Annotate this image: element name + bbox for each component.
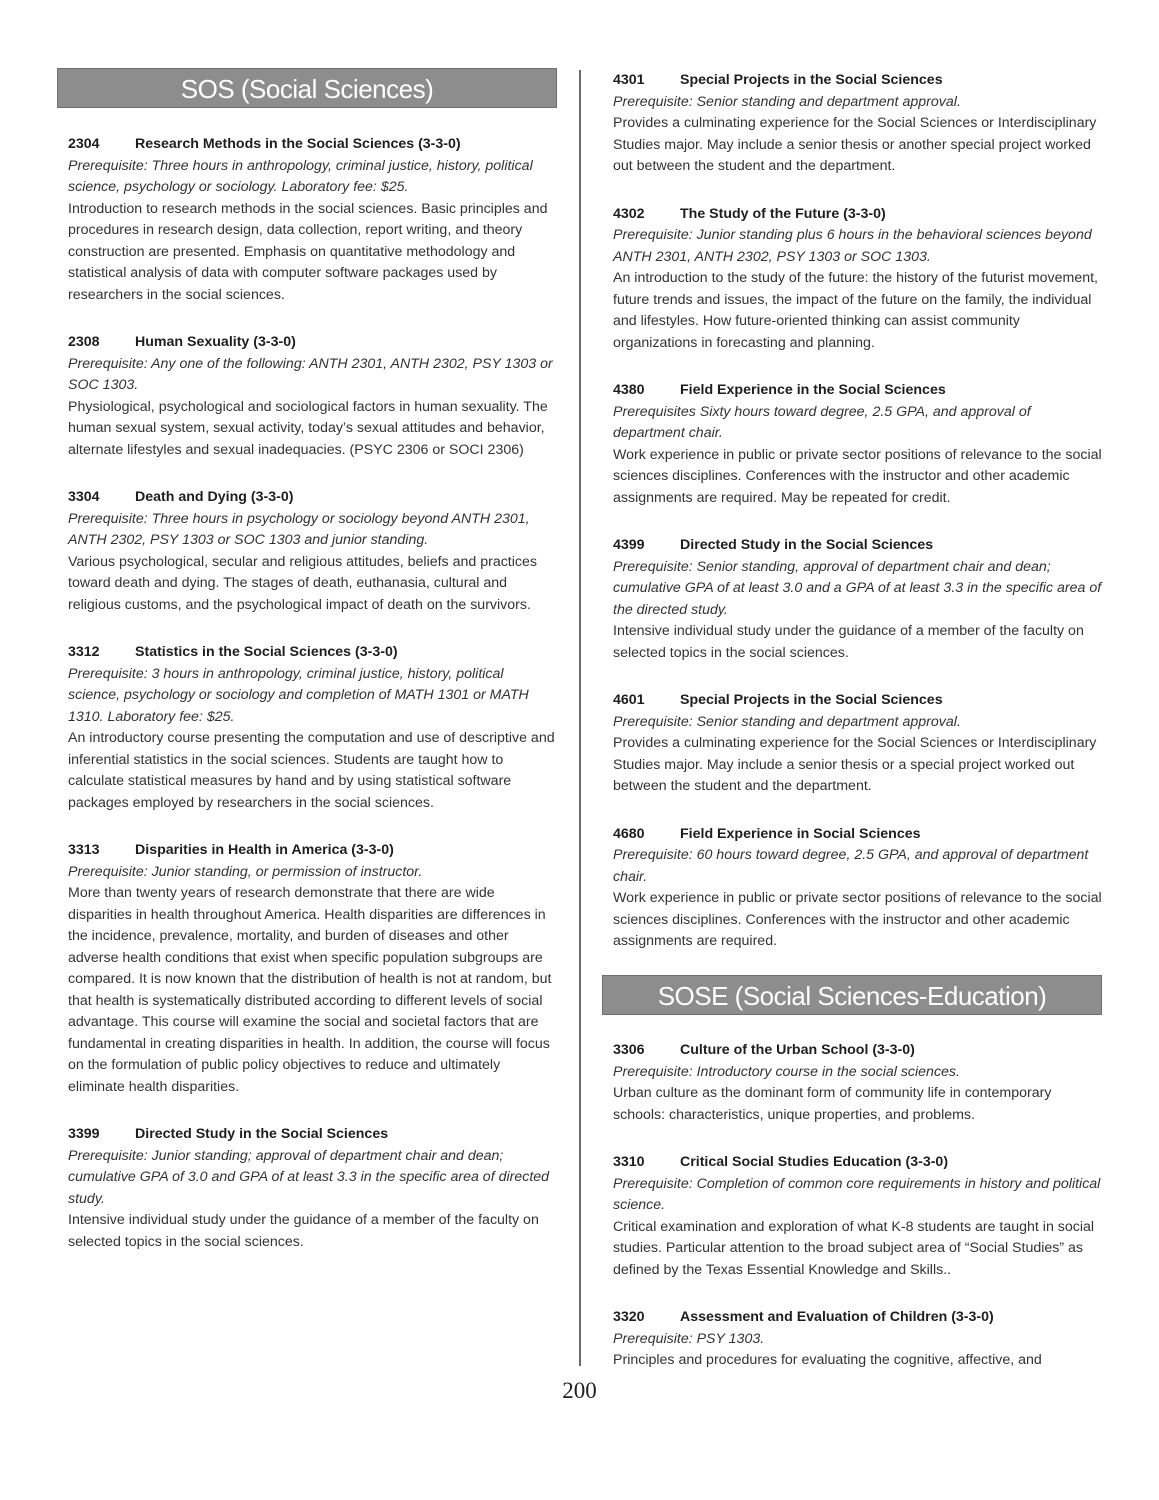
course-heading [613,70,1103,92]
course-description: Intensive individual study under the guidance of a member of the faculty on selected topics in the social sciences. [613,623,1084,661]
course-description: Provides a culminating experience for the Social Sciences or Interdisciplinary Studies major. May include a senior thesis or another special project worked out between the student and the department. [613,115,1097,174]
course-number: 3304 [68,489,100,505]
course-prerequisite: Prerequisite: Junior standing plus 6 hours in the behavioral sciences beyond ANTH 2301, ANTH 2302, PSY 1303 or SOC 1303. [613,227,1092,265]
course-entry [613,204,1103,355]
course-description: Urban culture as the dominant form of community life in contemporary schools: characteristics, unique properties, and problems. [613,1085,1052,1123]
course-entry [68,840,558,1098]
course-heading [613,535,1103,557]
course-description: Critical examination and exploration of what K-8 students are taught in social studies. Particular attention to the broad subject area of “Social Studies” as defined by the Texas Essential Knowledge and Skills.. [613,1218,1095,1278]
course-title: Directed Study in the Social Sciences [135,1126,389,1142]
course-number: 4601 [613,692,645,708]
course-description: Physiological, psychological and sociological factors in human sexuality. The human sexual system, sexual activity, today’s sexual attitudes and behavior, alternate lifestyles and sexual inadequacies. (PSYC 2306 or SOCI 2306) [68,398,548,458]
course-number: 4399 [613,537,645,553]
course-number: 2304 [68,136,100,152]
course-number: 3310 [613,1154,645,1170]
course-title: Death and Dying (3-3-0) [135,489,294,505]
course-prerequisite: Prerequisite: Introductory course in the social sciences. [613,1063,960,1080]
course-prerequisite: Prerequisites Sixty hours toward degree, 2.5 GPA, and approval of department chair. [613,403,1031,441]
course-prerequisite: Prerequisite: Completion of common core requirements in history and political science. [613,1175,1101,1213]
course-heading [68,1124,558,1146]
course-title: Disparities in Health in America (3-3-0) [135,842,394,858]
course-list-sose [613,1040,1103,1398]
course-heading [613,380,1103,402]
course-number: 2308 [68,334,100,350]
course-entry [68,487,558,616]
course-description: More than twenty years of research demonstrate that there are wide disparities in health throughout America. Health disparities are differences in the incidence, prevalence, mortality, and burden of diseases and other adverse health conditions that exist when specific population subgroups are compared. It is now known that the distribution of health is not at random, but that health is systematically distributed according to different levels of social advantage. This course will examine the social and societal factors that are fundamental in creating disparities in health. In addition, the course will focus on the formulation of public policy objectives to reduce and ultimately eliminate health disparities. [68,885,552,1095]
course-prerequisite: Prerequisite: Any one of the following: ANTH 2301, ANTH 2302, PSY 1303 or SOC 1303. [68,355,553,393]
course-number: 3313 [68,842,100,858]
course-title: Field Experience in the Social Sciences [680,382,946,398]
course-number: 3312 [68,644,100,660]
course-title: Human Sexuality (3-3-0) [135,334,296,350]
course-heading [613,1307,1103,1329]
course-entry [68,1124,558,1253]
course-title: Assessment and Evaluation of Children (3-3-0) [680,1309,994,1325]
course-number: 3399 [68,1126,100,1142]
course-prerequisite: Prerequisite: Senior standing and department approval. [613,713,961,730]
course-heading [613,1152,1103,1174]
course-description: Intensive individual study under the guidance of a member of the faculty on selected topics in the social sciences. [68,1212,539,1250]
course-number: 4301 [613,72,645,88]
course-prerequisite: Prerequisite: Junior standing; approval of department chair and dean; cumulative GPA of 3.0 and GPA of at least 3.3 in the specific area of directed study. [68,1147,550,1207]
course-title: Culture of the Urban School (3-3-0) [680,1042,915,1058]
course-number: 4302 [613,205,645,222]
course-entry [613,70,1103,178]
course-prerequisite: Prerequisite: Three hours in anthropology, criminal justice, history, political science, psychology or sociology. Laboratory fee: $25. [68,157,533,195]
course-title: Field Experience in Social Sciences [680,825,921,842]
course-description: Work experience in public or private sector positions of relevance to the social sciences disciplines. Conferences with the instructor and other academic assignments are required. May be repeated for credit. [613,446,1102,506]
section-header-sose: SOSE (Social Sciences-Education) [602,975,1102,1015]
course-prerequisite: Prerequisite: Senior standing, approval of department chair and dean; cumulative GPA of at least 3.0 and a GPA of at least 3.3 in the specific area of the directed study. [613,558,1102,618]
course-prerequisite: Prerequisite: 3 hours in anthropology, criminal justice, history, political science, psychology or sociology and completion of MATH 1301 or MATH 1310. Laboratory fee: $25. [68,665,529,725]
course-list-sos [68,134,558,1279]
course-entry [68,642,558,814]
course-number: 3306 [613,1042,645,1058]
course-number: 4680 [613,825,645,842]
course-heading [613,690,1103,712]
page-number: 200 [562,1378,597,1403]
course-heading [68,487,558,509]
course-title: Directed Study in the Social Sciences [680,537,934,553]
course-prerequisite: Prerequisite: Three hours in psychology or sociology beyond ANTH 2301, ANTH 2302, PSY 1303 or SOC 1303 and junior standing. [68,510,530,548]
course-description: Work experience in public or private sector positions of relevance to the social sciences disciplines. Conferences with the instructor and other academic assignments are required. [613,890,1102,949]
course-title: Special Projects in the Social Sciences [680,72,943,88]
course-entry [68,134,558,306]
course-entry [613,1040,1103,1126]
course-prerequisite: Prerequisite: 60 hours toward degree, 2.5 GPA, and approval of department chair. [613,847,1089,885]
course-heading [613,204,1103,226]
course-description: Various psychological, secular and religious attitudes, beliefs and practices toward death and dying. The stages of death, euthanasia, cultural and religious customs, and the psychological impact of death on the survivors. [68,553,537,613]
course-title: Research Methods in the Social Sciences (3-3-0) [135,136,461,152]
course-description: An introductory course presenting the computation and use of descriptive and inferential statistics in the social sciences. Students are taught how to calculate statistical measures by hand and by using statistical software packages employed by researchers in the social sciences. [68,730,555,811]
course-entry [613,380,1103,509]
section-header-sos: SOS (Social Sciences) [57,68,557,108]
course-title: Statistics in the Social Sciences (3-3-0) [135,644,398,660]
course-prerequisite: Prerequisite: Junior standing, or permission of instructor. [68,863,423,880]
course-entry [613,824,1103,953]
course-prerequisite: Prerequisite: PSY 1303. [613,1330,765,1347]
course-description: Provides a culminating experience for the Social Sciences or Interdisciplinary Studies major. May include a senior thesis or a special project worked out between the student and the department. [613,735,1097,794]
course-heading [68,134,558,156]
course-description: Principles and procedures for evaluating the cognitive, affective, and [613,1352,1042,1368]
course-entry [613,690,1103,798]
course-heading [68,332,558,354]
course-heading [68,642,558,664]
course-description: An introduction to the study of the future: the history of the futurist movement, future trends and issues, the impact of the future on the family, the individual and lifestyles. How future-oriented thinking can assist community organizations in forecasting and planning. [613,270,1099,351]
course-entry [613,535,1103,664]
column-divider [579,70,581,1366]
course-list-sos-continued [613,70,1103,979]
course-number: 4380 [613,382,645,398]
course-number: 3320 [613,1309,645,1325]
course-prerequisite: Prerequisite: Senior standing and department approval. [613,93,961,110]
course-entry [68,332,558,461]
course-heading [68,840,558,862]
course-description: Introduction to research methods in the social sciences. Basic principles and procedures in research design, data collection, report writing, and theory construction are presented. Emphasis on quantitative methodology and statistical analysis of data with computer software packages used by researchers in the social sciences. [68,200,548,303]
course-entry [613,1152,1103,1281]
course-title: Critical Social Studies Education (3-3-0) [680,1154,949,1170]
course-title: Special Projects in the Social Sciences [680,692,943,708]
course-entry [613,1307,1103,1372]
course-title: The Study of the Future (3-3-0) [680,205,886,222]
course-heading [613,1040,1103,1062]
course-heading [613,824,1103,846]
